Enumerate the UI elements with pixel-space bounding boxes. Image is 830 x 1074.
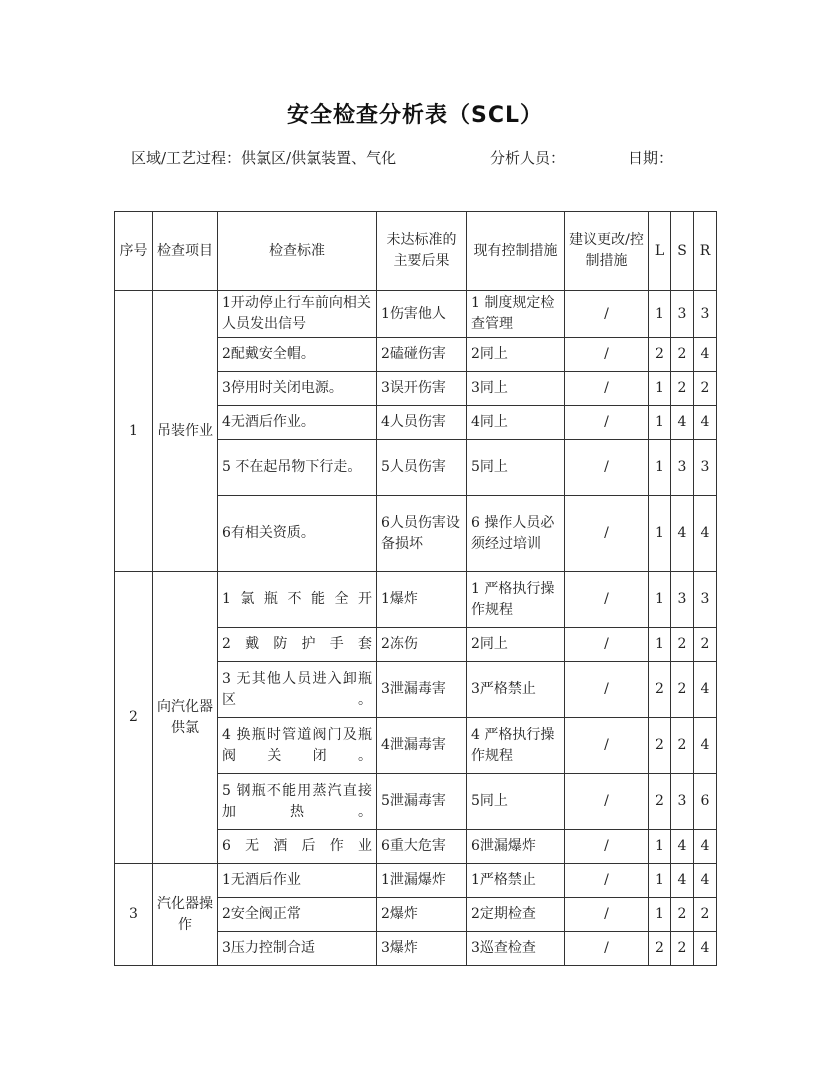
header-suggest: 建议更改/控制措施	[565, 212, 649, 291]
s-value-cell: 3	[671, 291, 694, 338]
suggested-control-cell: /	[565, 372, 649, 406]
area-process-label: 区域/工艺过程：供氯区/供氯装置、气化	[131, 149, 397, 167]
existing-control-cell: 2同上	[467, 628, 565, 662]
l-value-cell: 2	[649, 718, 671, 774]
table-row	[115, 864, 717, 898]
suggested-control-cell: /	[565, 440, 649, 496]
l-value-cell: 1	[649, 406, 671, 440]
consequence-cell: 3误开伤害	[377, 372, 467, 406]
existing-control-cell: 6 操作人员必须经过培训	[467, 496, 565, 572]
r-value-cell: 3	[694, 440, 717, 496]
suggested-control-cell: /	[565, 291, 649, 338]
r-value-cell: 4	[694, 338, 717, 372]
consequence-cell: 1泄漏爆炸	[377, 864, 467, 898]
existing-control-cell: 3严格禁止	[467, 662, 565, 718]
r-value-cell: 2	[694, 372, 717, 406]
consequence-cell: 5泄漏毒害	[377, 774, 467, 830]
consequence-cell: 5人员伤害	[377, 440, 467, 496]
s-value-cell: 4	[671, 496, 694, 572]
r-value-cell: 6	[694, 774, 717, 830]
analyst-label: 分析人员：	[490, 149, 566, 167]
suggested-control-cell: /	[565, 932, 649, 966]
consequence-cell: 1爆炸	[377, 572, 467, 628]
s-value-cell: 3	[671, 440, 694, 496]
group-number: 2	[115, 572, 153, 864]
existing-control-cell: 3同上	[467, 372, 565, 406]
check-standard-cell: 5 不在起吊物下行走。	[218, 440, 377, 496]
suggested-control-cell: /	[565, 774, 649, 830]
check-standard-cell: 2戴防护手套	[218, 628, 377, 662]
r-value-cell: 3	[694, 291, 717, 338]
table-row	[115, 572, 717, 628]
check-standard-cell: 2配戴安全帽。	[218, 338, 377, 372]
consequence-cell: 2冻伤	[377, 628, 467, 662]
s-value-cell: 2	[671, 338, 694, 372]
l-value-cell: 1	[649, 830, 671, 864]
r-value-cell: 3	[694, 572, 717, 628]
suggested-control-cell: /	[565, 830, 649, 864]
header-no: 序号	[115, 212, 153, 291]
consequence-cell: 6重大危害	[377, 830, 467, 864]
header-s: S	[671, 212, 694, 291]
s-value-cell: 2	[671, 628, 694, 662]
table-header-row	[115, 212, 717, 291]
l-value-cell: 2	[649, 662, 671, 718]
header-standard: 检查标准	[218, 212, 377, 291]
header-item: 检查项目	[153, 212, 218, 291]
l-value-cell: 1	[649, 572, 671, 628]
r-value-cell: 4	[694, 830, 717, 864]
existing-control-cell: 4同上	[467, 406, 565, 440]
check-standard-cell: 4 换瓶时管道阀门及瓶阀关闭。	[218, 718, 377, 774]
r-value-cell: 4	[694, 662, 717, 718]
suggested-control-cell: /	[565, 496, 649, 572]
table-body	[115, 291, 717, 966]
existing-control-cell: 3巡查检查	[467, 932, 565, 966]
consequence-cell: 3爆炸	[377, 932, 467, 966]
existing-control-cell: 1 严格执行操作规程	[467, 572, 565, 628]
suggested-control-cell: /	[565, 718, 649, 774]
consequence-cell: 1伤害他人	[377, 291, 467, 338]
check-standard-cell: 5 钢瓶不能用蒸汽直接加热。	[218, 774, 377, 830]
check-standard-cell: 1开动停止行车前向相关人员发出信号	[218, 291, 377, 338]
check-standard-cell: 2安全阀正常	[218, 898, 377, 932]
check-standard-cell: 1氯瓶不能全开	[218, 572, 377, 628]
check-standard-cell: 3停用时关闭电源。	[218, 372, 377, 406]
l-value-cell: 2	[649, 338, 671, 372]
l-value-cell: 1	[649, 898, 671, 932]
existing-control-cell: 5同上	[467, 774, 565, 830]
group-item: 汽化器操作	[153, 864, 218, 966]
suggested-control-cell: /	[565, 338, 649, 372]
s-value-cell: 2	[671, 372, 694, 406]
suggested-control-cell: /	[565, 628, 649, 662]
consequence-cell: 4泄漏毒害	[377, 718, 467, 774]
l-value-cell: 2	[649, 774, 671, 830]
existing-control-cell: 6泄漏爆炸	[467, 830, 565, 864]
s-value-cell: 2	[671, 898, 694, 932]
r-value-cell: 2	[694, 898, 717, 932]
group-item: 吊装作业	[153, 291, 218, 572]
l-value-cell: 1	[649, 440, 671, 496]
existing-control-cell: 5同上	[467, 440, 565, 496]
group-number: 3	[115, 864, 153, 966]
check-standard-cell: 6有相关资质。	[218, 496, 377, 572]
existing-control-cell: 4 严格执行操作规程	[467, 718, 565, 774]
consequence-cell: 2磕碰伤害	[377, 338, 467, 372]
consequence-cell: 3泄漏毒害	[377, 662, 467, 718]
s-value-cell: 4	[671, 830, 694, 864]
r-value-cell: 4	[694, 932, 717, 966]
l-value-cell: 1	[649, 628, 671, 662]
suggested-control-cell: /	[565, 662, 649, 718]
consequence-cell: 4人员伤害	[377, 406, 467, 440]
table-row	[115, 291, 717, 338]
s-value-cell: 3	[671, 572, 694, 628]
suggested-control-cell: /	[565, 864, 649, 898]
check-standard-cell: 4无酒后作业。	[218, 406, 377, 440]
l-value-cell: 1	[649, 864, 671, 898]
l-value-cell: 2	[649, 932, 671, 966]
r-value-cell: 4	[694, 718, 717, 774]
existing-control-cell: 2定期检查	[467, 898, 565, 932]
s-value-cell: 4	[671, 406, 694, 440]
existing-control-cell: 1 制度规定检查管理	[467, 291, 565, 338]
s-value-cell: 3	[671, 774, 694, 830]
check-standard-cell: 6无酒后作业	[218, 830, 377, 864]
group-item: 向汽化器供氯	[153, 572, 218, 864]
existing-control-cell: 1严格禁止	[467, 864, 565, 898]
r-value-cell: 4	[694, 406, 717, 440]
date-label: 日期：	[628, 149, 674, 167]
consequence-cell: 2爆炸	[377, 898, 467, 932]
scl-table	[114, 211, 717, 966]
s-value-cell: 2	[671, 662, 694, 718]
consequence-cell: 6人员伤害设备损坏	[377, 496, 467, 572]
l-value-cell: 1	[649, 291, 671, 338]
s-value-cell: 4	[671, 864, 694, 898]
group-number: 1	[115, 291, 153, 572]
existing-control-cell: 2同上	[467, 338, 565, 372]
header-l: L	[649, 212, 671, 291]
s-value-cell: 2	[671, 932, 694, 966]
header-r: R	[694, 212, 717, 291]
page-title: 安全检查分析表（SCL）	[286, 103, 543, 128]
suggested-control-cell: /	[565, 572, 649, 628]
l-value-cell: 1	[649, 372, 671, 406]
r-value-cell: 4	[694, 864, 717, 898]
check-standard-cell: 1无酒后作业	[218, 864, 377, 898]
l-value-cell: 1	[649, 496, 671, 572]
suggested-control-cell: /	[565, 406, 649, 440]
suggested-control-cell: /	[565, 898, 649, 932]
check-standard-cell: 3 无其他人员进入卸瓶区。	[218, 662, 377, 718]
header-control: 现有控制措施	[467, 212, 565, 291]
r-value-cell: 4	[694, 496, 717, 572]
r-value-cell: 2	[694, 628, 717, 662]
header-consequence: 未达标准的主要后果	[377, 212, 467, 291]
check-standard-cell: 3压力控制合适	[218, 932, 377, 966]
s-value-cell: 2	[671, 718, 694, 774]
